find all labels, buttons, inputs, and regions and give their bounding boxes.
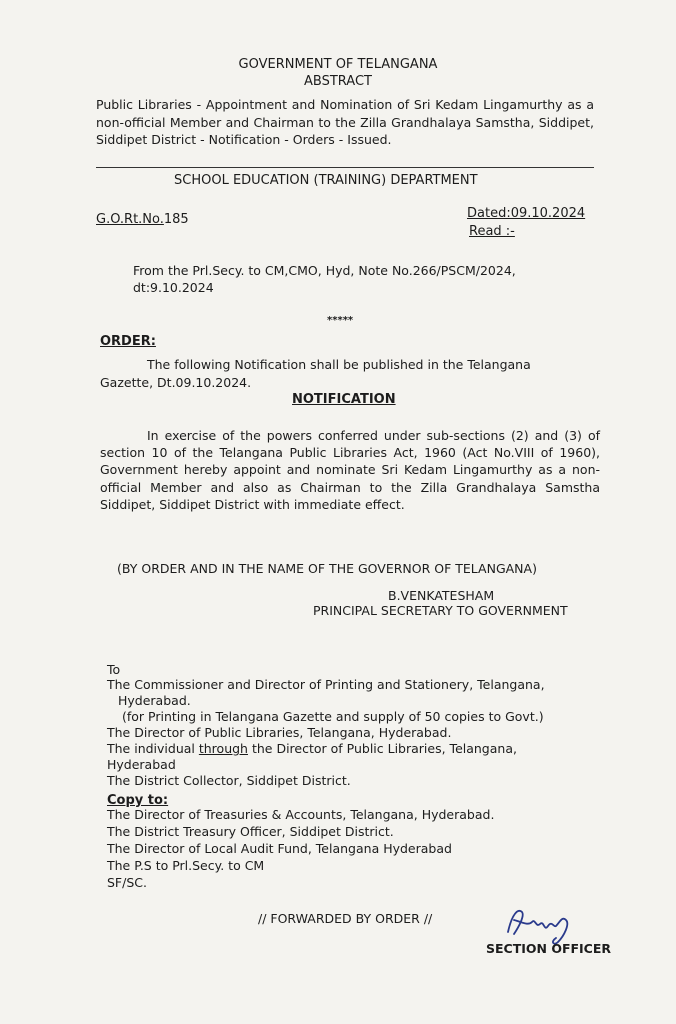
to-label: To: [107, 662, 121, 677]
subject-divider: [96, 167, 594, 168]
forwarded-by-order: // FORWARDED BY ORDER //: [258, 911, 433, 926]
reference-line-1: From the Prl.Secy. to CM,CMO, Hyd, Note No.266/PSCM/2024,: [133, 263, 516, 278]
signatory-name: B.VENKATESHAM: [388, 588, 495, 603]
go-number-value: 185: [163, 212, 189, 227]
order-line-1: The following Notification shall be published in the Telangana: [147, 357, 531, 372]
go-number: [96, 211, 189, 228]
copy-to-line: The District Treasury Officer, Siddipet District.: [107, 824, 394, 839]
notification-body: In exercise of the powers conferred under sub-sections (2) and (3) of section 10 of the Telangana Public Libraries Act, 1960 (Act No.VIII of 1960), Government hereby appoint and nominate Sri Kedam Lingamurthy as a non-official Member and also as Chairman to the Zilla Grandhalaya Samstha Siddipet, Siddipet District with immediate effect.: [100, 428, 600, 512]
dated-text: Dated:09.10.2024: [467, 206, 586, 221]
government-title: GOVERNMENT OF TELANGANA: [238, 57, 438, 72]
copy-to-line: The Director of Treasuries & Accounts, Telangana, Hyderabad.: [107, 807, 495, 822]
section-officer-title: SECTION OFFICER: [486, 941, 612, 956]
to-line-part: the Director of Public Libraries, Telangana,: [247, 741, 517, 756]
notification-heading: NOTIFICATION: [292, 392, 396, 407]
to-line-individual: [107, 740, 517, 757]
to-line: The Director of Public Libraries, Telangana, Hyderabad.: [107, 725, 452, 740]
order-line-2: Gazette, Dt.09.10.2024.: [100, 375, 252, 390]
to-line: Hyderabad.: [118, 693, 191, 708]
stars-separator: *****: [327, 315, 354, 326]
through-word: through: [198, 741, 248, 756]
copy-to-line: The Director of Local Audit Fund, Telangana Hyderabad: [107, 841, 452, 856]
to-line: (for Printing in Telangana Gazette and supply of 50 copies to Govt.): [122, 709, 544, 724]
go-number-prefix: G.O.Rt.No.: [96, 212, 164, 227]
read-text: Read :-: [469, 224, 515, 239]
reference-line-2: dt:9.10.2024: [133, 280, 214, 295]
copy-to-line: The P.S to Prl.Secy. to CM: [107, 858, 265, 873]
copy-to-label: Copy to:: [107, 793, 169, 808]
subject-text: Public Libraries - Appointment and Nomination of Sri Kedam Lingamurthy as a non-official Member and Chairman to the Zilla Grandhalaya Samstha, Siddipet, Siddipet District - Notification - Orders - Issued.: [96, 97, 594, 147]
to-line-part: The individual: [107, 741, 199, 756]
signatory-title: PRINCIPAL SECRETARY TO GOVERNMENT: [313, 603, 568, 618]
to-line: Hyderabad: [107, 757, 176, 772]
copy-to-line: SF/SC.: [107, 875, 147, 890]
department-name: SCHOOL EDUCATION (TRAINING) DEPARTMENT: [174, 173, 478, 188]
governor-order: (BY ORDER AND IN THE NAME OF THE GOVERNOR OF TELANGANA): [117, 561, 537, 576]
to-line: The Commissioner and Director of Printing and Stationery, Telangana,: [107, 677, 545, 692]
abstract-title: ABSTRACT: [304, 74, 372, 89]
to-line: The District Collector, Siddipet District.: [107, 773, 351, 788]
order-heading: ORDER:: [100, 334, 156, 349]
